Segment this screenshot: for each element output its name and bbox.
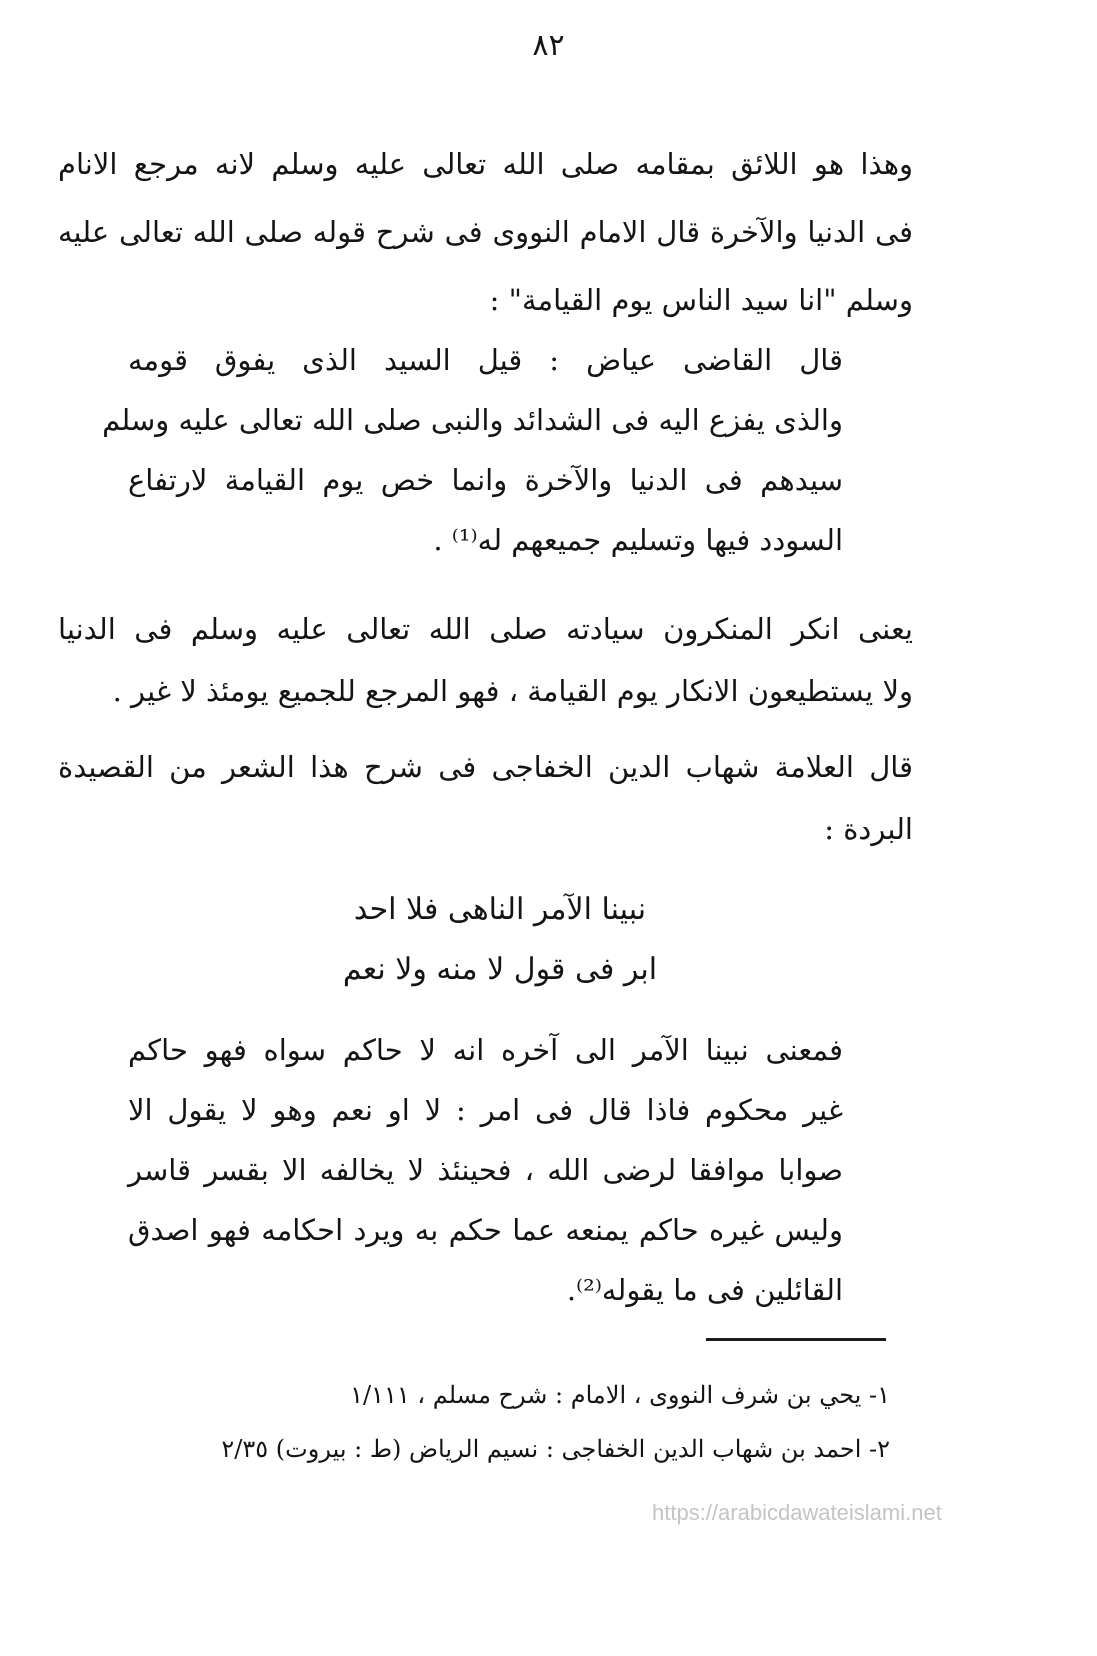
text-line: السودد فيها وتسليم جميعهم له⁽¹⁾ . [433, 523, 843, 557]
text-line: وسلم "انا سيد الناس يوم القيامة" : [489, 283, 913, 317]
paragraph-explanation [58, 598, 913, 722]
poem-verse [300, 880, 700, 1000]
text-line: غير محكوم فاذا قال فى امر : لا او نعم وهو لا يقول الا [128, 1093, 843, 1127]
text-line: البردة : [824, 812, 913, 846]
verse-line: نبينا الآمر الناهى فلا احد [353, 892, 647, 927]
text-line: فمعنى نبينا الآمر الى آخره انه لا حاكم سواه فهو حاكم [128, 1033, 843, 1067]
footnotes [120, 1368, 890, 1476]
watermark-url: https://arabicdawateislami.net [652, 1500, 942, 1525]
footnote-divider [706, 1338, 886, 1341]
verse-line: ابر فى قول لا منه ولا نعم [342, 952, 658, 987]
paragraph-intro [58, 130, 913, 334]
text-line: سيدهم فى الدنيا والآخرة وانما خص يوم القيامة لارتفاع [128, 463, 843, 497]
quote-qadi-iyad [102, 330, 843, 570]
text-line: قال القاضى عياض : قيل السيد الذى يفوق قومه [128, 343, 843, 377]
text-line: قال العلامة شهاب الدين الخفاجى فى شرح هذا الشعر من القصيدة [58, 750, 913, 784]
footnote-1: ١- يحي بن شرف النووى ، الامام : شرح مسلم ، ١/١١١ [350, 1381, 890, 1409]
text-line: ولا يستطيعون الانكار يوم القيامة ، فهو المرجع للجميع يومئذ لا غير . [112, 674, 913, 708]
text-line: فى الدنيا والآخرة قال الامام النووى فى شرح قوله صلى الله تعالى عليه [58, 215, 913, 249]
text-line: القائلين فى ما يقوله⁽²⁾. [566, 1273, 843, 1307]
text-line: وهذا هو اللائق بمقامه صلى الله تعالى عليه وسلم لانه مرجع الانام [58, 147, 913, 181]
paragraph-khafaji-intro [58, 736, 913, 860]
text-line: وليس غيره حاكم يمنعه عما حكم به ويرد احكامه فهو اصدق [128, 1213, 843, 1247]
footnote-2: ٢- احمد بن شهاب الدين الخفاجى : نسيم الرياض (ط : بيروت) ٢/٣٥ [221, 1435, 890, 1463]
text-line: صوابا موافقا لرضى الله ، فحينئذ لا يخالفه الا بقسر قاسر [128, 1153, 843, 1187]
text-line: والذى يفزع اليه فى الشدائد والنبى صلى الله تعالى عليه وسلم [102, 403, 843, 437]
text-line: يعنى انكر المنكرون سيادته صلى الله تعالى عليه وسلم فى الدنيا [58, 612, 913, 646]
quote-verse-commentary [128, 1020, 843, 1320]
page-number: ٨٢ [532, 28, 565, 63]
